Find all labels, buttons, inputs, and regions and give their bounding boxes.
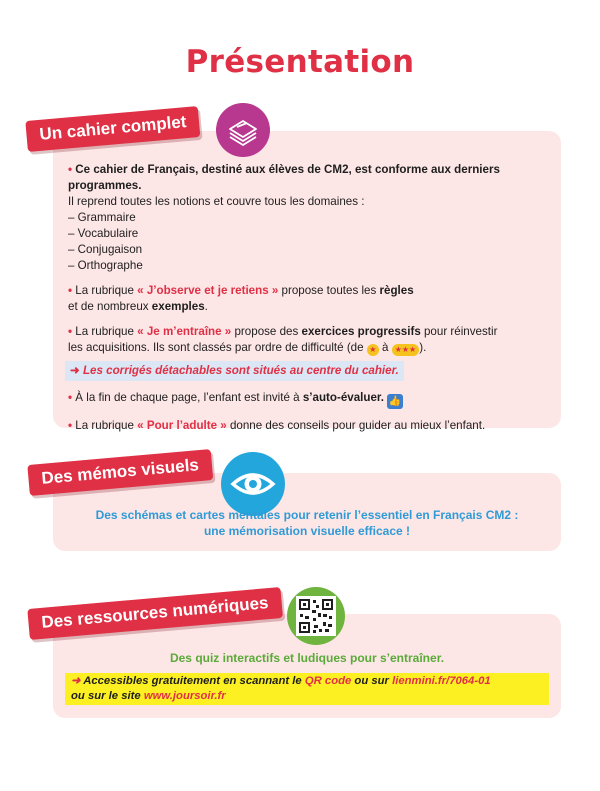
arrow-icon: ➜ xyxy=(70,364,80,377)
bullet-item: • À la fin de chaque page, l’enfant est invité à s’auto-évaluer. 👍 xyxy=(68,391,402,407)
website-link[interactable]: www.joursoir.fr xyxy=(143,690,226,702)
section-ribbon-ressources: Des ressources numériques xyxy=(27,587,282,640)
star-icon: ★ xyxy=(367,344,379,356)
paragraph: les acquisitions. Ils sont classés par ordre de difficulté (de ★ à ★★★ ). xyxy=(68,341,427,354)
arrow-icon: ➜ xyxy=(71,675,81,687)
page-title: Présentation xyxy=(185,44,415,80)
notebook-icon xyxy=(216,103,270,157)
bullet-item: • La rubrique « Pour l’adulte » donne des conseils pour guider au mieux l’enfant. xyxy=(68,419,486,432)
section-content-cahier xyxy=(68,162,558,434)
lienmini-link[interactable]: lienmini.fr/7064-01 xyxy=(392,675,491,687)
bullet-item: • La rubrique « J’observe et je retiens » propose toutes les règles xyxy=(68,284,414,297)
bullet-item: • Ce cahier de Français, destiné aux élèves de CM2, est conforme aux derniers programmes. xyxy=(68,163,500,192)
access-line-1: ➜ Accessibles gratuitement en scannant le QR code ou sur lienmini.fr/7064-01 xyxy=(71,675,491,687)
bullet-item: • La rubrique « Je m’entraîne » propose des exercices progressifs pour réinvestir xyxy=(68,325,498,338)
memos-text: Des schémas et cartes mentales pour retenir l’essentiel en Français CM2 : une mémorisation visuelle efficace ! xyxy=(95,508,519,538)
section-ribbon-cahier: Un cahier complet xyxy=(25,106,200,152)
paragraph: Il reprend toutes les notions et couvre tous les domaines : xyxy=(68,195,365,208)
answers-note: ➜ Les corrigés détachables sont situés au centre du cahier. xyxy=(65,361,404,381)
access-info-box xyxy=(65,673,549,705)
qr-code-link: QR code xyxy=(304,675,352,687)
domain-item: – Grammaire xyxy=(68,211,136,224)
domain-item: – Vocabulaire xyxy=(68,227,139,240)
domain-item: – Conjugaison xyxy=(68,243,143,256)
paragraph: et de nombreux exemples. xyxy=(68,300,208,313)
domain-item: – Orthographe xyxy=(68,259,143,272)
qr-code-icon[interactable] xyxy=(287,587,345,645)
thumbs-up-icon: 👍 xyxy=(388,396,402,407)
access-line-2: ou sur le site www.joursoir.fr xyxy=(71,690,226,702)
ressources-text: Des quiz interactifs et ludiques pour s’entraîner. xyxy=(169,651,445,665)
three-stars-icon: ★★★ xyxy=(392,344,420,356)
section-ribbon-memos: Des mémos visuels xyxy=(27,449,213,496)
